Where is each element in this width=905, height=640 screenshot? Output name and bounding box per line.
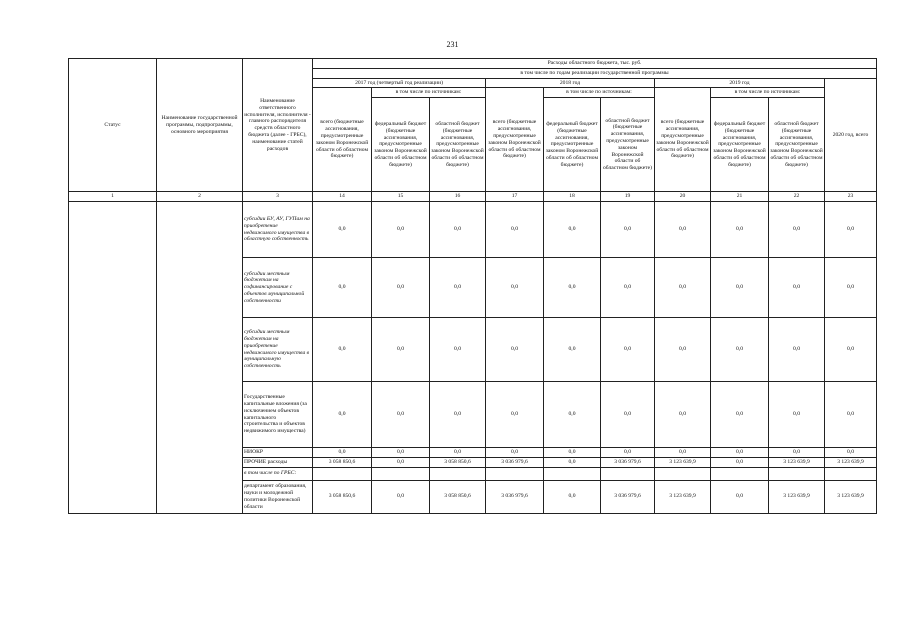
column-number: 18 [544,192,601,202]
value-cell: 0,0 [544,480,601,513]
header-regional-2018: областной бюджет (бюджетные ассигнования, предусмотренные законом Воронежской области об областном бюджете) [601,98,655,192]
row-label: субсидии местным бюджетам на приобретение недвижимого имущества в муниципальную собственность [243,318,313,382]
header-status: Статус [69,59,157,192]
value-cell: 0,0 [769,318,825,382]
value-cell: 0,0 [544,318,601,382]
value-cell [313,467,372,480]
value-cell: 0,0 [825,448,877,458]
value-cell: 0,0 [486,258,544,318]
value-cell: 0,0 [769,448,825,458]
value-cell: 3 036 979,6 [601,457,655,467]
value-cell [372,467,430,480]
header-total-2018: всего (бюджетные ассигнования, предусмотренные законом Воронежской области об областном бюджете) [486,88,544,192]
value-cell: 0,0 [544,448,601,458]
value-cell: 0,0 [486,202,544,258]
value-cell: 0,0 [601,382,655,448]
value-cell: 0,0 [601,258,655,318]
value-cell: 0,0 [430,318,486,382]
value-cell: 0,0 [825,382,877,448]
value-cell: 0,0 [769,202,825,258]
value-cell: 0,0 [601,202,655,258]
row-label: департамент образования, науки и молодежной политики Воронежской области [243,480,313,513]
value-cell: 3 036 979,6 [486,480,544,513]
value-cell: 0,0 [711,202,769,258]
value-cell: 3 123 639,9 [825,457,877,467]
value-cell: 0,0 [825,202,877,258]
row-label: в том числе по ГРБС: [243,467,313,480]
value-cell: 0,0 [825,258,877,318]
header-federal-2019: федеральный бюджет (бюджетные ассигнования, предусмотренные законом Воронежской области об областном бюджете) [711,98,769,192]
value-cell: 0,0 [313,202,372,258]
value-cell: 0,0 [655,318,711,382]
row-label: ПРОЧИЕ расходы [243,457,313,467]
row-label: НИОКР [243,448,313,458]
value-cell: 3 058 850,6 [430,480,486,513]
value-cell: 0,0 [372,382,430,448]
value-cell: 3 123 639,9 [825,480,877,513]
value-cell [655,467,711,480]
value-cell [486,467,544,480]
header-year-2017: 2017 год (четвертый год реализации) [313,78,486,88]
value-cell [544,467,601,480]
value-cell: 3 058 850,6 [430,457,486,467]
header-year-2019: 2019 год [655,78,825,88]
header-years-subtitle: в том числе по годам реализации государственной программы [313,68,877,78]
column-number-row [69,192,877,202]
header-regional-2019: областной бюджет (бюджетные ассигнования, предусмотренные законом Воронежской области об областном бюджете) [769,98,825,192]
budget-table [68,58,877,514]
value-cell: 0,0 [601,318,655,382]
value-cell: 0,0 [711,457,769,467]
header-year-2018: 2018 год [486,78,655,88]
value-cell: 0,0 [486,448,544,458]
value-cell: 0,0 [769,258,825,318]
value-cell: 3 123 639,9 [769,480,825,513]
header-federal-2017: федеральный бюджет (бюджетные ассигнования, предусмотренные законом Воронежской области об областном бюджете) [372,98,430,192]
value-cell: 0,0 [711,382,769,448]
header-executor: Наименование ответственного исполнителя, исполнителя - главного распорядителя средств областного бюджета (далее - ГРБС), наименование статей расходов [243,59,313,192]
value-cell: 0,0 [486,318,544,382]
value-cell: 0,0 [313,318,372,382]
table-body [69,202,877,514]
value-cell: 0,0 [655,448,711,458]
column-number: 16 [430,192,486,202]
row-label: субсидии местным бюджетам на софинансирование с объектов муниципальной собственности [243,258,313,318]
column-number: 3 [243,192,313,202]
value-cell: 0,0 [655,202,711,258]
value-cell: 3 123 639,9 [769,457,825,467]
value-cell [825,467,877,480]
value-cell [711,467,769,480]
header-total-2019: всего (бюджетные ассигнования, предусмотренные законом Воронежской области об областном бюджете) [655,88,711,192]
column-number: 19 [601,192,655,202]
value-cell: 0,0 [372,202,430,258]
value-cell: 0,0 [769,382,825,448]
value-cell: 0,0 [313,448,372,458]
row-label: Государственные капитальные вложения (за исключением объектов капитального строительства и объектов недвижимого имущества) [243,382,313,448]
header-total-2017: всего (бюджетные ассигнования, предусмотренные законом Воронежской области об областном бюджете) [313,88,372,192]
column-number: 20 [655,192,711,202]
value-cell: 0,0 [711,318,769,382]
header-year-2020-total: 2020 год, всего [825,78,877,192]
value-cell: 0,0 [825,318,877,382]
value-cell [601,467,655,480]
value-cell: 0,0 [372,318,430,382]
header-sources-2019: в том числе по источникам: [711,88,825,98]
value-cell: 0,0 [544,258,601,318]
value-cell: 0,0 [486,382,544,448]
value-cell: 0,0 [601,448,655,458]
row-label: субсидии БУ, АУ, ГУПам на приобретение недвижимого имущества в областную собственность [243,202,313,258]
value-cell: 0,0 [430,448,486,458]
value-cell: 3 123 639,9 [655,480,711,513]
value-cell [769,467,825,480]
column-number: 17 [486,192,544,202]
header-program: Наименование государственной программы, подпрограммы, основного мероприятия [157,59,243,192]
value-cell: 0,0 [372,258,430,318]
value-cell [430,467,486,480]
column-number: 14 [313,192,372,202]
column-number: 1 [69,192,157,202]
value-cell: 0,0 [711,258,769,318]
value-cell: 0,0 [544,382,601,448]
header-federal-2018: федеральный бюджет (бюджетные ассигнования, предусмотренные законом Воронежской области об областном бюджете) [544,98,601,192]
page-number: 231 [446,40,459,49]
value-cell: 0,0 [372,457,430,467]
value-cell: 3 123 639,9 [655,457,711,467]
header-sources-2017: в том числе по источникам: [372,88,486,98]
value-cell: 3 036 979,6 [601,480,655,513]
column-number: 21 [711,192,769,202]
value-cell: 0,0 [711,448,769,458]
header-sources-2018: в том числе по источникам: [544,88,655,98]
value-cell: 0,0 [430,258,486,318]
value-cell: 0,0 [430,382,486,448]
value-cell: 0,0 [313,258,372,318]
value-cell: 0,0 [711,480,769,513]
column-number: 15 [372,192,430,202]
value-cell: 0,0 [544,457,601,467]
value-cell: 0,0 [544,202,601,258]
value-cell: 0,0 [655,382,711,448]
value-cell: 0,0 [372,448,430,458]
value-cell: 0,0 [655,258,711,318]
column-number: 2 [157,192,243,202]
value-cell: 0,0 [372,480,430,513]
value-cell: 0,0 [430,202,486,258]
table-row [69,202,877,258]
column-number: 22 [769,192,825,202]
program-cell [157,202,243,514]
value-cell: 3 058 850,6 [313,480,372,513]
status-cell [69,202,157,514]
column-number: 23 [825,192,877,202]
value-cell: 3 058 850,6 [313,457,372,467]
value-cell: 0,0 [313,382,372,448]
value-cell: 3 036 979,6 [486,457,544,467]
header-regional-2017: областной бюджет (бюджетные ассигнования, предусмотренные законом Воронежской области об областном бюджете) [430,98,486,192]
header-expenses-title: Расходы областного бюджета, тыс. руб. [313,59,877,69]
